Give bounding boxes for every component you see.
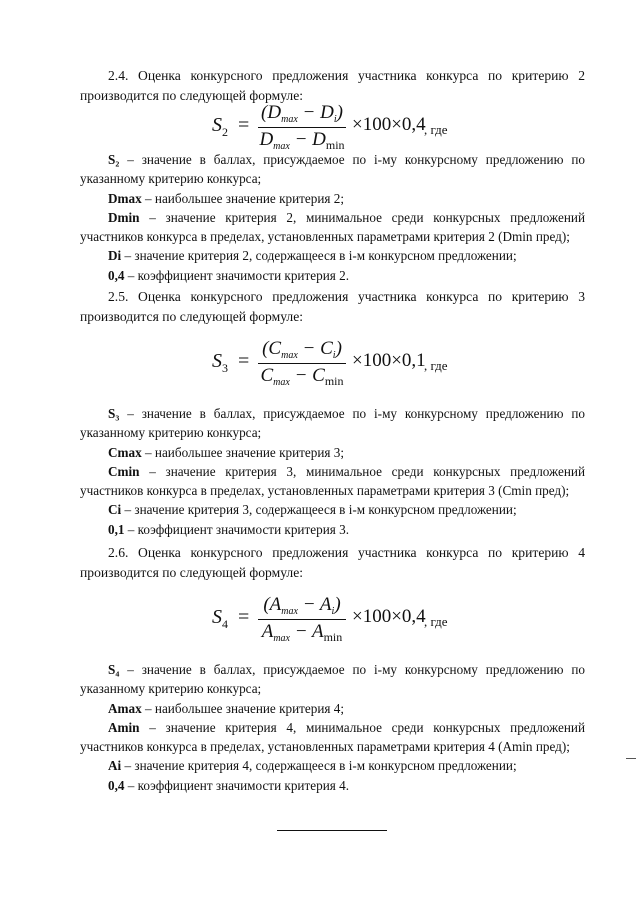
formula-lhs: $S_3$	[212, 350, 228, 375]
section-2-5-definitions	[80, 404, 585, 539]
definition-item: Cmax – наибольшее значение критерия 3;	[108, 444, 345, 460]
formula-s3	[212, 336, 572, 396]
formula-s4	[212, 592, 572, 652]
fraction-bar	[258, 619, 346, 620]
definition-item: 0,4 – коэффициент значимости критерия 2.	[108, 267, 349, 283]
definition-item: Amin – значение критерия 4, минимальное среди конкурсных предложений участников конкурса в пределах, установленных параметрами критерия 4 (Amin пред);	[80, 719, 585, 755]
formula-numerator: $(A_{max} - A_i)$	[263, 594, 341, 617]
fraction-bar	[258, 127, 346, 128]
formula-denominator: $D_{max} - D_{min}$	[259, 129, 345, 152]
section-2-4-definitions	[80, 150, 585, 285]
formula-multiplier: ×100×0,4	[352, 606, 426, 627]
section-2-6-definitions	[80, 660, 585, 795]
definition-item: Amax – наибольшее значение критерия 4;	[108, 700, 345, 716]
section-2-6-title: 2.6. Оценка конкурсного предложения участника конкурса по критерию 4 производится по следующей формуле:	[80, 545, 585, 580]
definition-item: Dmax – наибольшее значение критерия 2;	[108, 190, 345, 206]
formula-multiplier: ×100×0,4	[352, 114, 426, 135]
formula-numerator: $(D_{max} - D_i)$	[261, 102, 343, 125]
formula-fraction	[258, 100, 346, 155]
formula-equals: =	[238, 350, 250, 372]
definition-item: 0,4 – коэффициент значимости критерия 4.	[108, 777, 349, 793]
edge-mark	[626, 758, 636, 759]
definition-item: Cmin – значение критерия 3, минимальное среди конкурсных предложений участников конкурса в пределах, установленных параметрами критерия 3 (Cmin пред);	[80, 463, 585, 499]
formula-multiplier: ×100×0,1	[352, 350, 426, 371]
formula-fraction	[258, 592, 346, 647]
formula-numerator: $(C_{max} - C_i)$	[262, 338, 342, 361]
formula-equals: =	[238, 114, 250, 136]
definition-item: S₃ – значение в баллах, присуждаемое по i-му конкурсному предложению по указанному критерию конкурса;	[80, 406, 585, 441]
definition-item: Ai – значение критерия 4, содержащееся в i-м конкурсном предложении;	[108, 758, 517, 774]
formula-suffix: , где	[424, 358, 448, 373]
formula-suffix: , где	[424, 122, 448, 137]
formula-lhs: $S_2$	[212, 114, 228, 139]
formula-suffix: , где	[424, 614, 448, 629]
fraction-bar	[258, 363, 346, 364]
formula-lhs: $S_4$	[212, 606, 228, 631]
definition-item: 0,1 – коэффициент значимости критерия 3.	[108, 521, 349, 537]
formula-equals: =	[238, 606, 250, 628]
formula-fraction	[258, 336, 346, 391]
definition-item: Ci – значение критерия 3, содержащееся в i-м конкурсном предложении;	[108, 502, 517, 518]
section-2-5-title: 2.5. Оценка конкурсного предложения участника конкурса по критерию 3 производится по следующей формуле:	[80, 289, 585, 324]
formula-denominator: $C_{max} - C_{min}$	[260, 365, 344, 388]
separator-line	[277, 830, 387, 831]
definition-item: S₂ – значение в баллах, присуждаемое по i-му конкурсному предложению по указанному критерию конкурса;	[80, 152, 585, 187]
section-2-4-title: 2.4. Оценка конкурсного предложения участника конкурса по критерию 2 производится по следующей формуле:	[80, 68, 585, 103]
definition-item: Dmin – значение критерия 2, минимальное среди конкурсных предложений участников конкурса в пределах, установленных параметрами критерия 2 (Dmin пред);	[80, 209, 585, 245]
definition-item: S₄ – значение в баллах, присуждаемое по i-му конкурсному предложению по указанному критерию конкурса;	[80, 662, 585, 697]
definition-item: Di – значение критерия 2, содержащееся в i-м конкурсном предложении;	[108, 248, 517, 264]
formula-denominator: $A_{max} - A_{min}$	[261, 621, 343, 644]
